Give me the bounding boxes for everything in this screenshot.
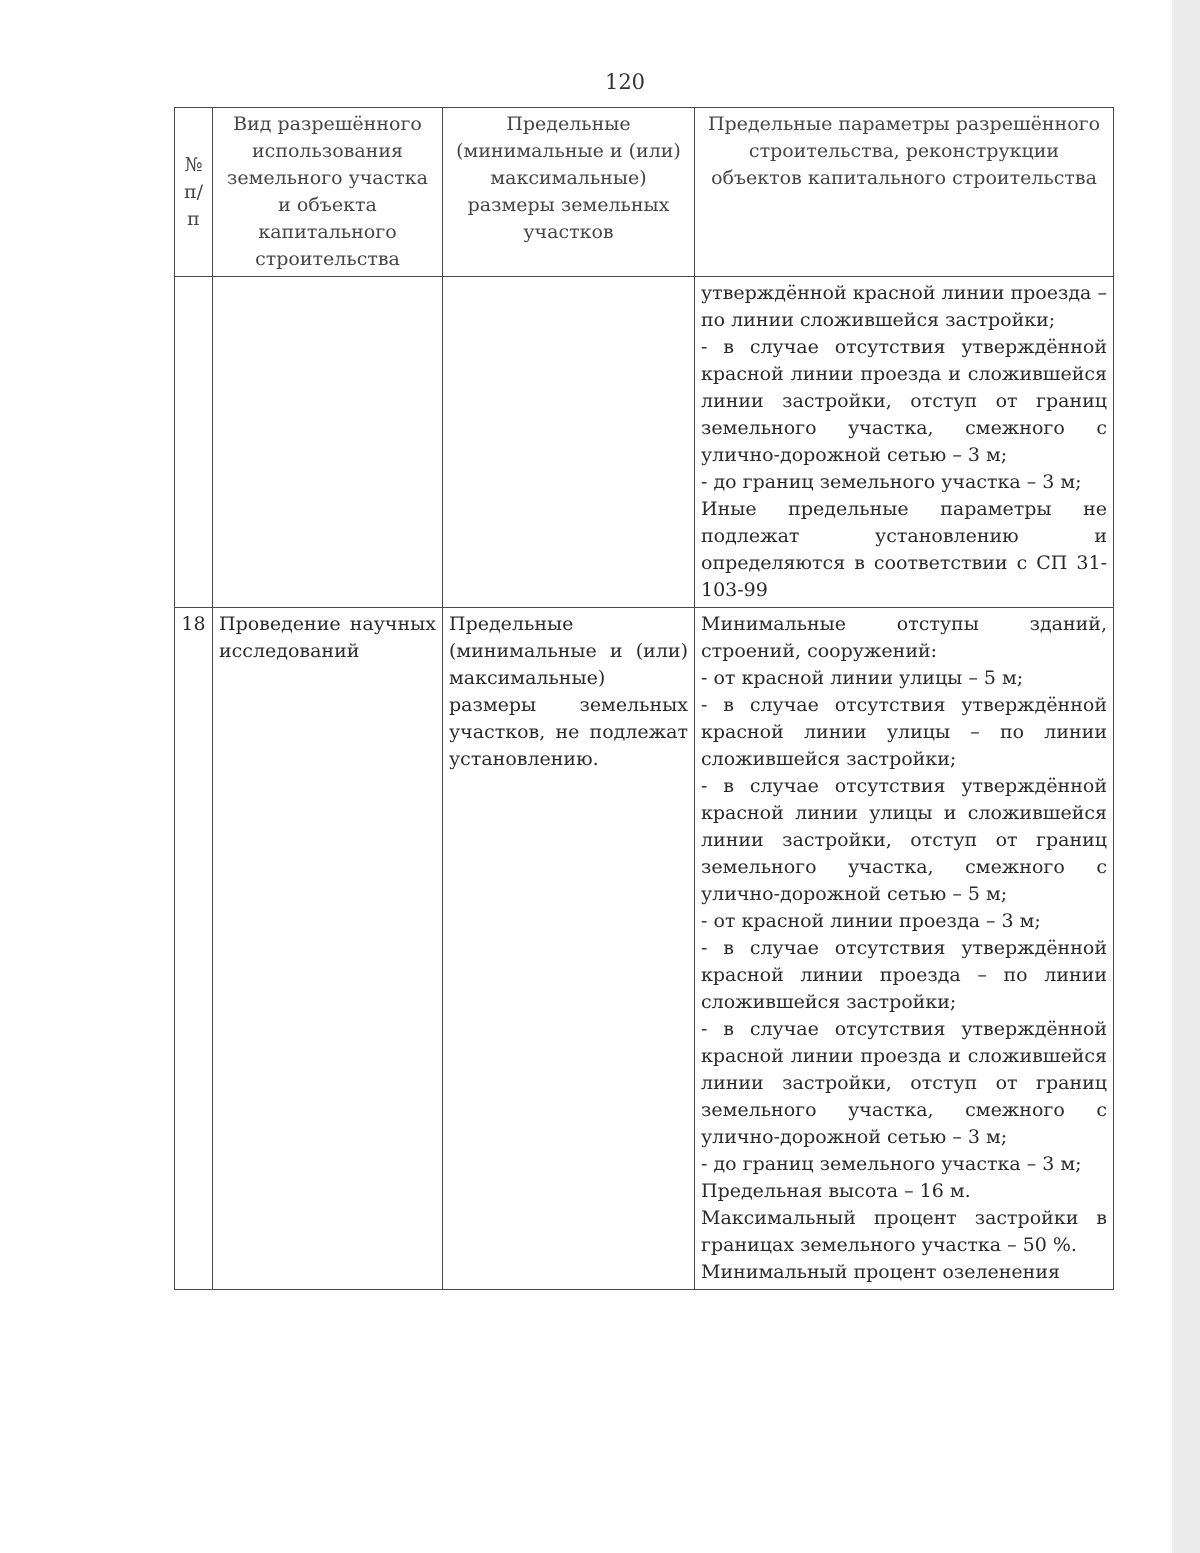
- param-line: утверждённой красной линии проезда – по линии сложившейся застройки;: [701, 282, 1107, 331]
- param-line: - в случае отсутствия утверждённой красной линии улицы – по линии сложившейся застройки;: [701, 694, 1107, 770]
- header-plot-size: Предельные (минимальные и (или) максимальные) размеры земельных участков: [443, 108, 695, 277]
- row-permitted-use: Проведение научных исследований: [213, 608, 443, 1290]
- param-line: - в случае отсутствия утверждённой красной линии проезда – по линии сложившейся застройки;: [701, 937, 1107, 1013]
- param-line: - до границ земельного участка – 3 м;: [701, 1153, 1082, 1175]
- page-edge-strip: [1172, 0, 1200, 1553]
- header-permitted-use: Вид разрешённого использования земельного участка и объекта капитального строительства: [213, 108, 443, 277]
- row-plot-size: [443, 277, 695, 608]
- row-permitted-use: [213, 277, 443, 608]
- param-line: - в случае отсутствия утверждённой красной линии проезда и сложившейся линии застройки, отступ от границ земельного участка, смежного с улично-дорожной сетью – 3 м;: [701, 336, 1107, 466]
- row-number: 18: [175, 608, 213, 1290]
- row-number: [175, 277, 213, 608]
- page-number: 120: [604, 70, 646, 94]
- table-header-row: [175, 108, 1114, 277]
- param-line: - до границ земельного участка – 3 м;: [701, 471, 1082, 493]
- param-line: Минимальный процент озеленения: [701, 1261, 1060, 1283]
- header-number: № п/п: [175, 108, 213, 277]
- param-line: Иные предельные параметры не подлежат установлению и определяются в соответствии с СП 31-103-99: [701, 498, 1107, 601]
- row-plot-size: Предельные (минимальные и (или) максимальные) размеры земельных участков, не подлежат установлению.: [443, 608, 695, 1290]
- param-line: Максимальный процент застройки в границах земельного участка – 50 %.: [701, 1207, 1107, 1256]
- row-construction-params: [695, 608, 1114, 1290]
- row-construction-params: [695, 277, 1114, 608]
- table-row: [175, 277, 1114, 608]
- param-line: Минимальные отступы зданий, строений, сооружений:: [701, 613, 1107, 662]
- table-row: [175, 608, 1114, 1290]
- param-line: - в случае отсутствия утверждённой красной линии проезда и сложившейся линии застройки, отступ от границ земельного участка, смежного с улично-дорожной сетью – 3 м;: [701, 1018, 1107, 1148]
- regulations-table: [174, 107, 1114, 1290]
- param-line: - от красной линии улицы – 5 м;: [701, 667, 1024, 689]
- param-line: Предельная высота – 16 м.: [701, 1180, 971, 1202]
- param-line: - от красной линии проезда – 3 м;: [701, 910, 1041, 932]
- header-construction-params: Предельные параметры разрешённого строительства, реконструкции объектов капитального строительства: [695, 108, 1114, 277]
- param-line: - в случае отсутствия утверждённой красной линии улицы и сложившейся линии застройки, отступ от границ земельного участка, смежного с улично-дорожной сетью – 5 м;: [701, 775, 1107, 905]
